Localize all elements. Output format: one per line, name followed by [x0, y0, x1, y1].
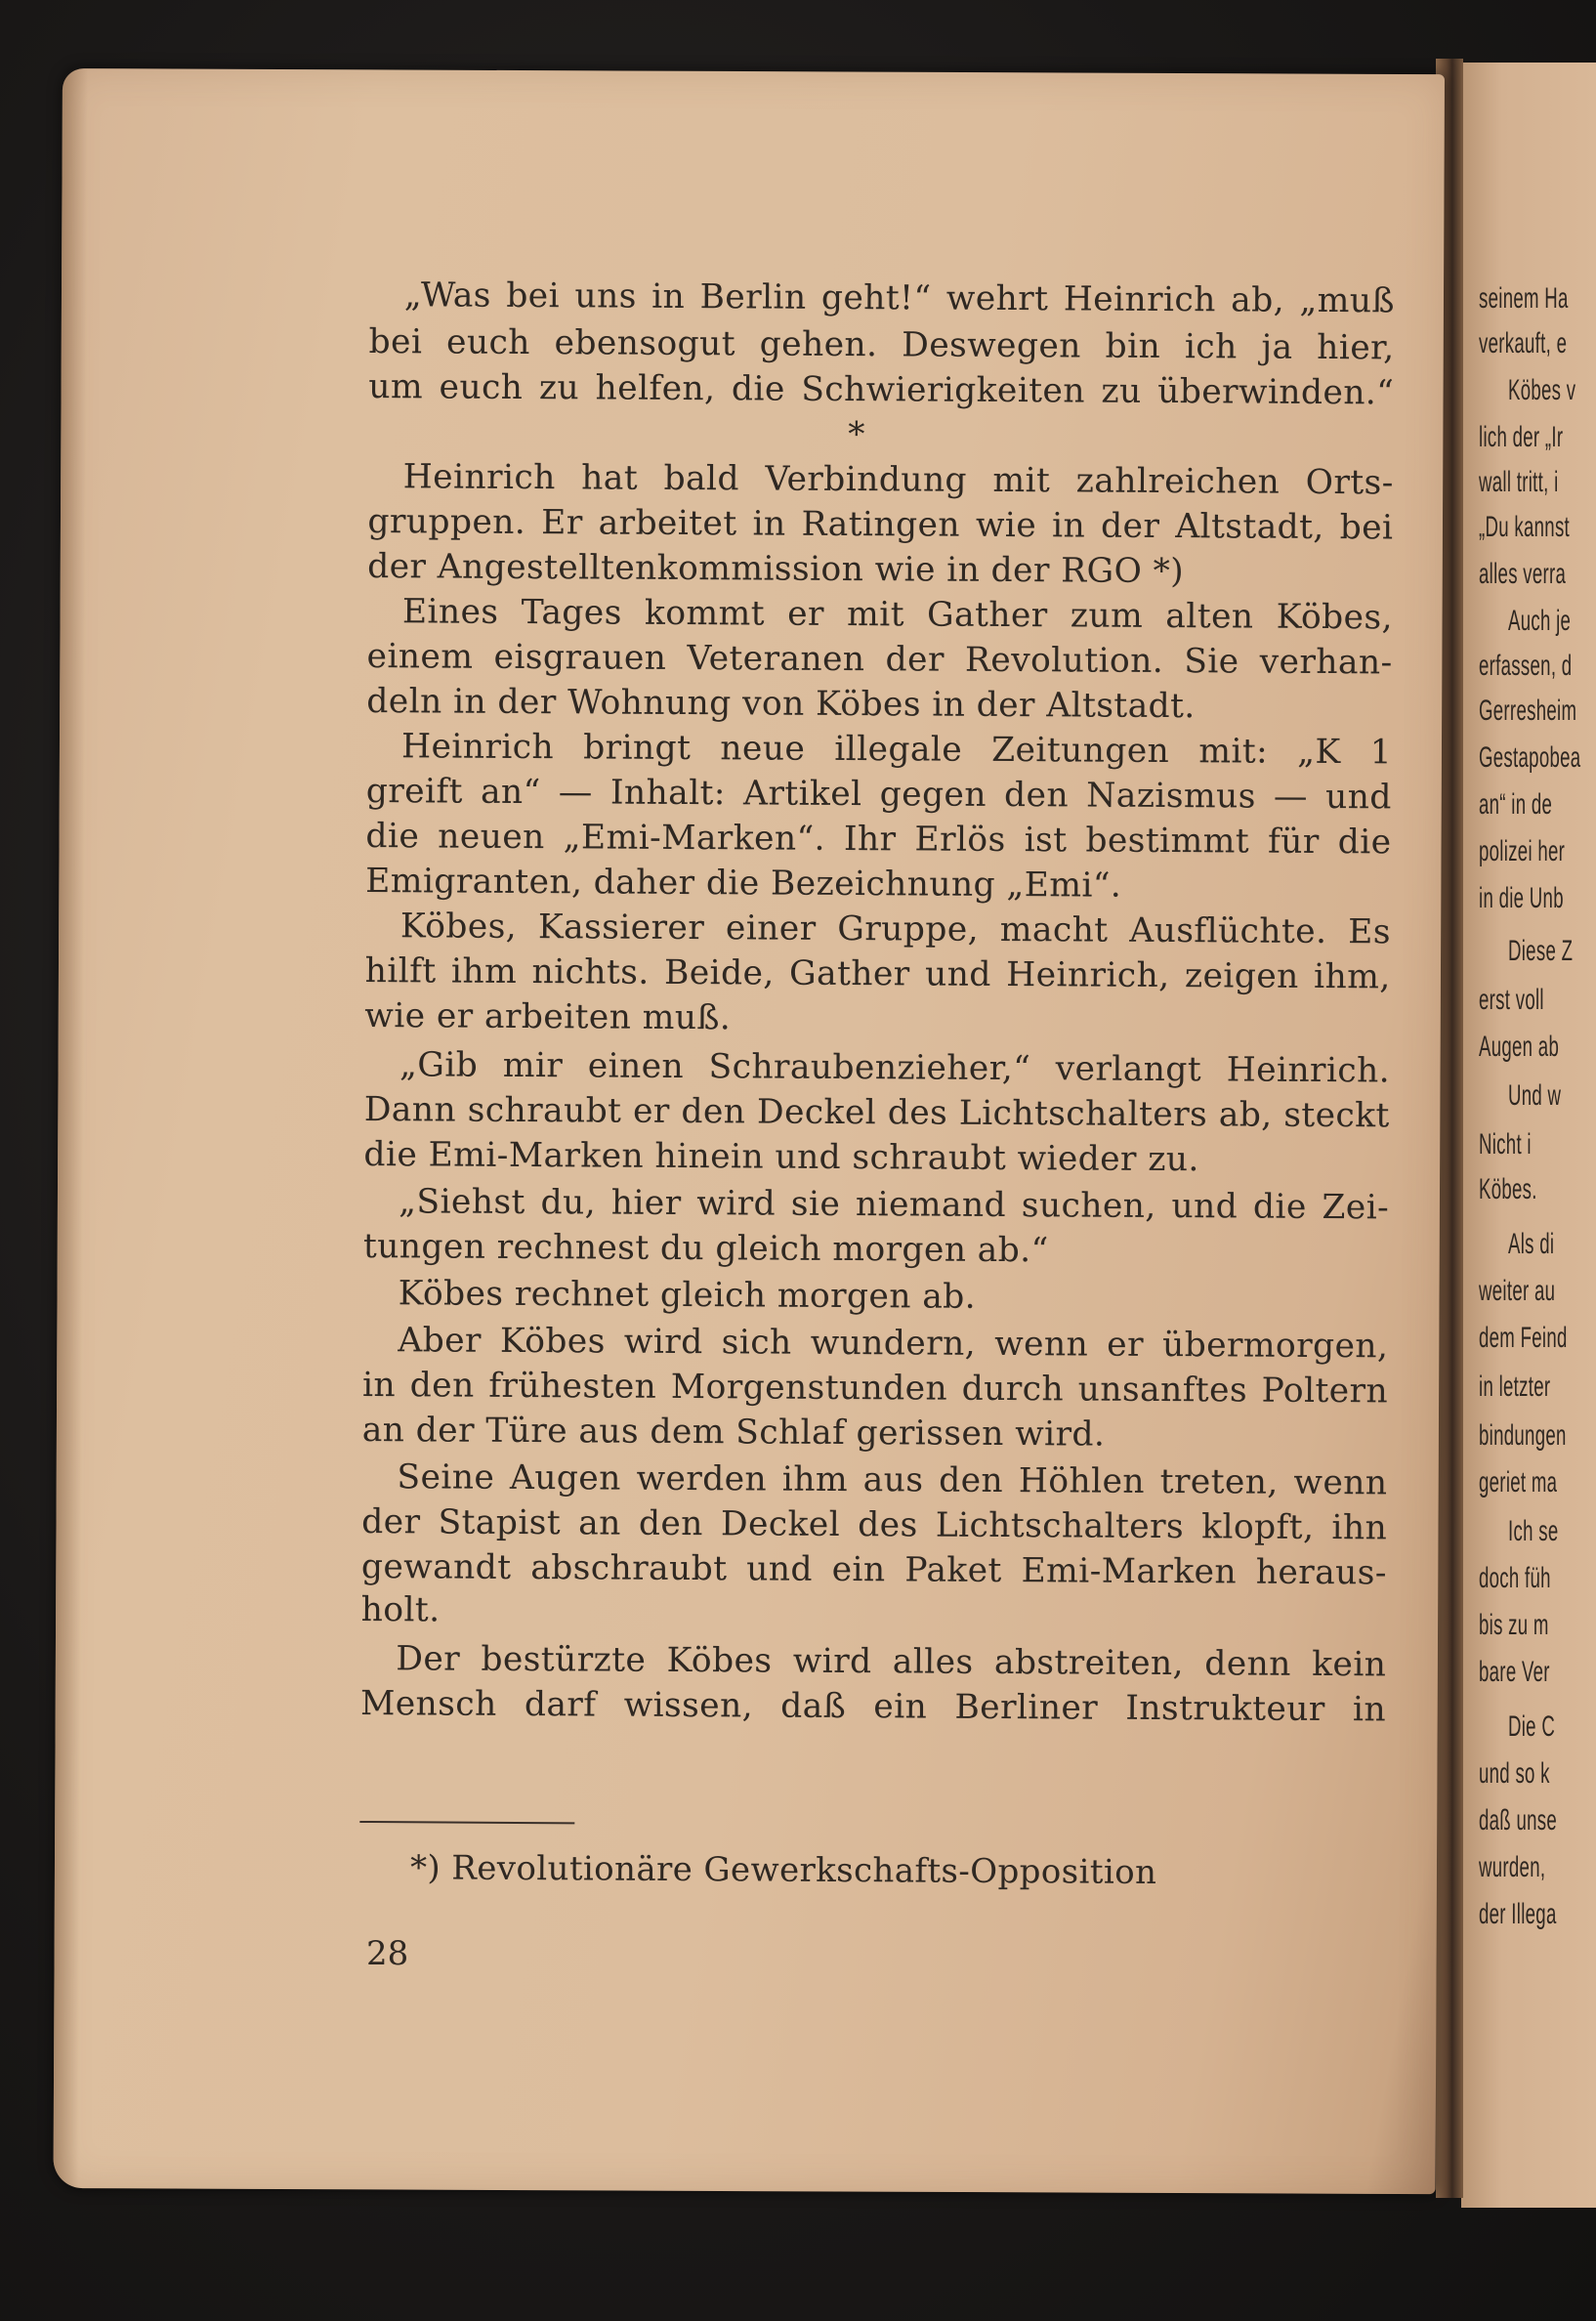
right-page-line: Köbes.: [1479, 1173, 1537, 1205]
text-line: hilft ihm nichts. Beide, Gather und Heinrich, zeigen ihm,: [364, 950, 1391, 997]
right-page-line: polizei her: [1479, 835, 1566, 867]
right-page-line: an“ in de: [1479, 788, 1553, 821]
text-line: Heinrich bringt neue illegale Zeitungen mit: „K 1: [400, 727, 1393, 773]
right-page-line: wurden,: [1479, 1851, 1546, 1883]
text-line: Der bestürzte Köbes wird alles abstreiten, denn kein: [396, 1639, 1387, 1685]
right-page-line: in letzter: [1479, 1371, 1551, 1403]
text-line: Köbes, Kassierer einer Gruppe, macht Ausflüchte. Es: [399, 907, 1392, 952]
text-line: tungen rechnest du gleich morgen ab.“: [362, 1226, 1049, 1271]
right-page-line: erst voll: [1479, 984, 1544, 1016]
footnote: *) Revolutionäre Gewerkschafts-Opposition: [409, 1848, 1157, 1892]
right-page-line: und so k: [1479, 1757, 1550, 1790]
right-page-line: Als di: [1508, 1228, 1555, 1260]
right-page-partial: [1461, 63, 1596, 2208]
text-line: an der Türe aus dem Schlaf gerissen wird.: [361, 1410, 1106, 1455]
text-line: Seine Augen werden ihm aus den Höhlen treten, wenn: [397, 1457, 1388, 1503]
right-page-line: in die Unb: [1479, 882, 1564, 914]
right-page-line: geriet ma: [1479, 1466, 1558, 1498]
text-line: Köbes rechnet gleich morgen ab.: [398, 1274, 977, 1317]
text-line: Emigranten, daher die Bezeichnung „Emi“.: [365, 861, 1122, 906]
section-separator: *: [848, 414, 865, 455]
text-line: der Stapist an den Deckel des Lichtschalters klopft, ihn: [361, 1501, 1388, 1548]
right-page-line: doch füh: [1479, 1562, 1551, 1594]
right-page-line: bindungen: [1479, 1419, 1567, 1452]
right-page-line: erfassen, d: [1479, 650, 1573, 682]
right-page-line: Augen ab: [1479, 1031, 1560, 1063]
text-line: um euch zu helfen, die Schwierigkeiten zu überwinden.“: [368, 366, 1395, 413]
right-page-line: „Du kannst: [1479, 511, 1571, 543]
page-number: 28: [366, 1934, 409, 1973]
right-page-line: bare Ver: [1479, 1656, 1550, 1688]
right-page-line: lich der „Ir: [1479, 421, 1564, 453]
text-line: Mensch darf wissen, daß ein Berliner Instrukteur in: [359, 1683, 1387, 1730]
text-line: „Gib mir einen Schraubenzieher,“ verlangt Heinrich.: [399, 1045, 1391, 1091]
text-line: einem eisgrauen Veteranen der Revolution. Sie verhan-: [366, 636, 1393, 683]
right-page-line: Nicht i: [1479, 1128, 1532, 1160]
text-line: Eines Tages kommt er mit Gather zum alten Köbes,: [401, 592, 1394, 638]
right-page-line: Köbes v: [1508, 374, 1576, 406]
text-line: in den frühesten Morgenstunden durch unsanftes Poltern: [361, 1365, 1389, 1412]
text-line: die neuen „Emi-Marken“. Ihr Erlös ist bestimmt für die: [365, 816, 1392, 863]
text-line: deln in der Wohnung von Köbes in der Altstadt.: [366, 681, 1196, 727]
right-page-line: Gestapobea: [1479, 741, 1581, 774]
right-page-line: wall tritt, i: [1479, 466, 1559, 498]
text-line: Aber Köbes wird sich wundern, wenn er übermorgen,: [398, 1321, 1389, 1367]
text-line: die Emi-Marken hinein und schraubt wieder zu.: [363, 1134, 1199, 1180]
text-line: gruppen. Er arbeitet in Ratingen wie in der Altstadt, bei: [367, 501, 1394, 548]
right-page-line: bis zu m: [1479, 1609, 1549, 1641]
text-line: greift an“ — Inhalt: Artikel gegen den Nazismus — und: [365, 771, 1392, 818]
text-line: „Siehst du, hier wird sie niemand suchen, und die Zei-: [399, 1182, 1390, 1228]
right-page-line: Diese Z: [1508, 935, 1574, 967]
right-page-line: alles verra: [1479, 558, 1567, 590]
text-line: Heinrich hat bald Verbindung mit zahlreichen Orts-: [402, 457, 1394, 503]
text-line: holt.: [360, 1589, 441, 1630]
right-page-line: daß unse: [1479, 1804, 1558, 1836]
right-page-line: verkauft, e: [1479, 327, 1568, 359]
text-line: gewandt abschraubt und ein Paket Emi-Marken heraus-: [360, 1546, 1388, 1593]
right-page-line: Und w: [1508, 1079, 1562, 1112]
text-line: der Angestelltenkommission wie in der RGO *): [367, 546, 1185, 592]
text-line: wie er arbeiten muß.: [364, 995, 732, 1038]
text-line: Dann schraubt er den Deckel des Lichtschalters ab, steckt: [363, 1089, 1390, 1136]
right-page-line: der Illega: [1479, 1898, 1557, 1930]
right-page-line: Gerresheim: [1479, 695, 1577, 727]
text-line: „Was bei uns in Berlin geht!“ wehrt Heinrich ab, „muß: [403, 275, 1395, 321]
right-page-line: weiter au: [1479, 1275, 1556, 1307]
right-page-line: Ich se: [1508, 1515, 1559, 1547]
right-page-line: Auch je: [1508, 605, 1572, 637]
right-page-line: dem Feind: [1479, 1322, 1568, 1354]
right-page-line: seinem Ha: [1479, 282, 1569, 315]
right-page-line: Die C: [1508, 1710, 1556, 1743]
text-line: bei euch ebensogut gehen. Deswegen bin ich ja hier,: [368, 321, 1395, 368]
